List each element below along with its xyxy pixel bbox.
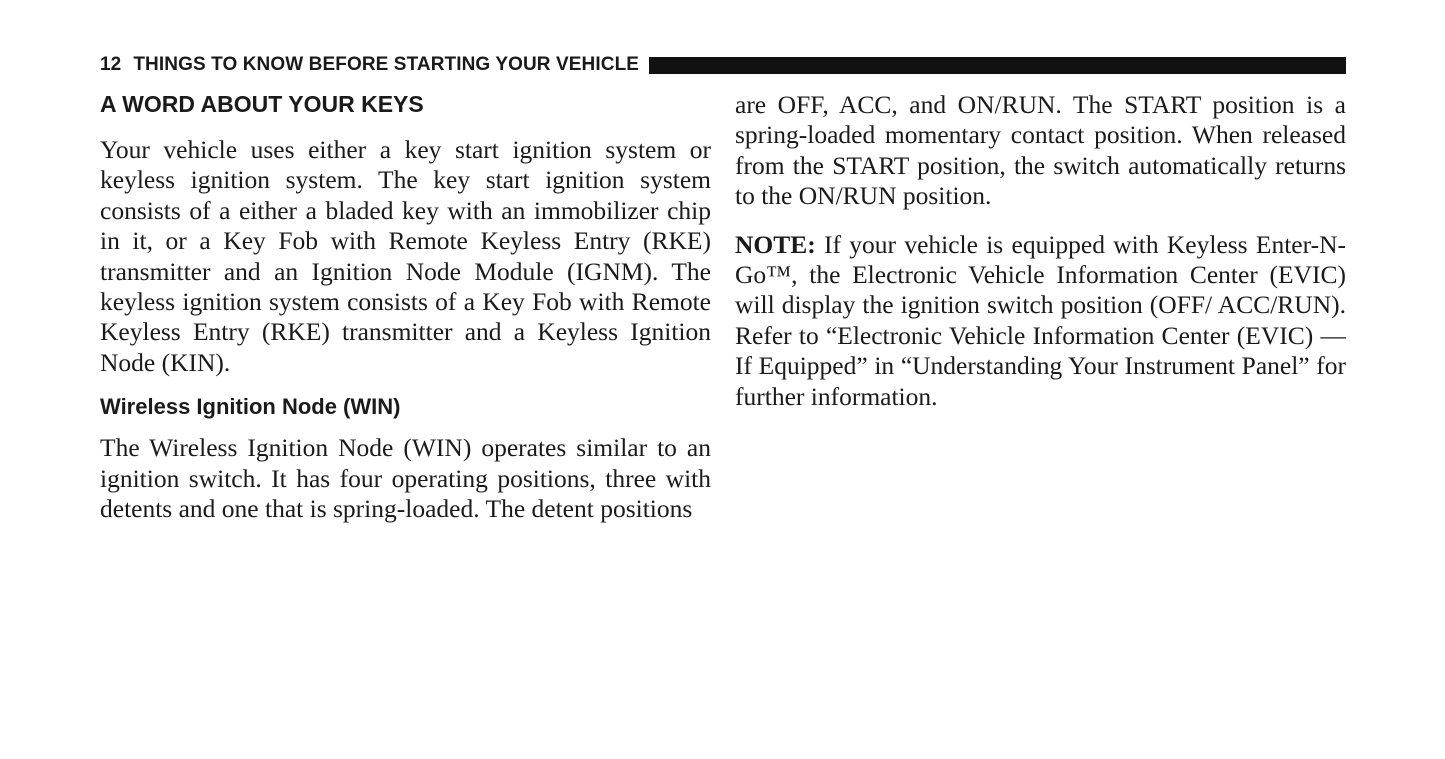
- note-label: NOTE:: [735, 229, 816, 259]
- right-column: [735, 90, 1346, 430]
- page-header: [100, 53, 1346, 77]
- positions-paragraph: are OFF, ACC, and ON/RUN. The START position is a spring-loaded momentary contact position. When released from the START position, the switch automatically returns to the ON/RUN position.: [735, 90, 1346, 211]
- keys-paragraph: Your vehicle uses either a key start ignition system or keyless ignition system. The key start ignition system consists of a either a bladed key with an immobilizer chip in it, or a Key Fob with Remote Keyless Entry (RKE) transmitter and an Ignition Node Module (IGNM). The keyless ignition system consists of a Key Fob with Remote Keyless Entry (RKE) transmitter and a Keyless Ignition Node (KIN).: [100, 135, 711, 377]
- win-paragraph: The Wireless Ignition Node (WIN) operates similar to an ignition switch. It has four operating positions, three with detents and one that is spring-loaded. The detent positions: [100, 433, 711, 524]
- header-rule: [649, 57, 1346, 74]
- chapter-title: THINGS TO KNOW BEFORE STARTING YOUR VEHICLE: [133, 54, 640, 75]
- section-heading: A WORD ABOUT YOUR KEYS: [100, 91, 424, 117]
- page-number: 12: [100, 54, 122, 75]
- subsection-heading: Wireless Ignition Node (WIN): [100, 394, 401, 420]
- note-text: If your vehicle is equipped with Keyless Enter-N-Go™, the Electronic Vehicle Information Center (EVIC) will display the ignition switch position (OFF/ ACC/RUN). Refer to “Electronic Vehicle Information Center (EVIC) — If Equipped” in “Understanding Your Instrument Panel” for further information.: [735, 229, 1346, 411]
- left-column: [100, 90, 711, 536]
- note-paragraph: [735, 230, 1346, 412]
